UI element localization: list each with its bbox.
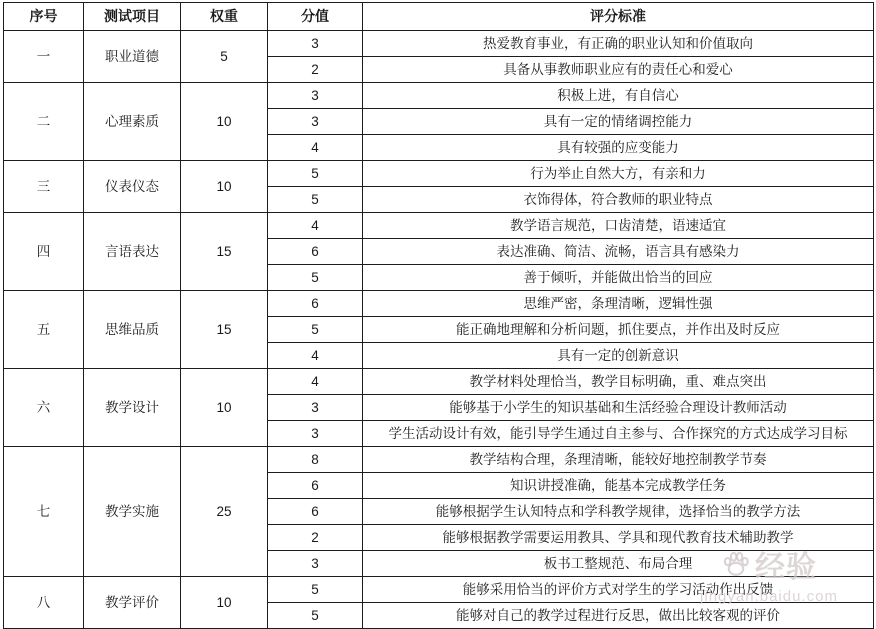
score-cell: 4 — [268, 135, 363, 161]
table-row — [4, 161, 874, 187]
criteria-cell: 具有一定的情绪调控能力 — [363, 109, 874, 135]
group-item: 职业道德 — [84, 31, 181, 83]
criteria-cell: 教学材料处理恰当，教学目标明确，重、难点突出 — [363, 369, 874, 395]
group-number: 六 — [4, 369, 84, 447]
score-cell: 5 — [268, 161, 363, 187]
criteria-cell: 思维严密，条理清晰，逻辑性强 — [363, 291, 874, 317]
criteria-cell: 能正确地理解和分析问题，抓住要点，并作出及时反应 — [363, 317, 874, 343]
group-number: 八 — [4, 577, 84, 629]
group-weight: 10 — [181, 83, 268, 161]
group-item: 言语表达 — [84, 213, 181, 291]
score-cell: 3 — [268, 395, 363, 421]
score-cell: 6 — [268, 291, 363, 317]
group-number: 三 — [4, 161, 84, 213]
table-row — [4, 213, 874, 239]
group-weight: 10 — [181, 161, 268, 213]
criteria-cell: 具备从事教师职业应有的责任心和爱心 — [363, 57, 874, 83]
score-cell: 6 — [268, 499, 363, 525]
group-item: 教学实施 — [84, 447, 181, 577]
score-cell: 5 — [268, 577, 363, 603]
criteria-cell: 板书工整规范、布局合理 — [363, 551, 874, 577]
criteria-cell: 教学结构合理，条理清晰，能较好地控制教学节奏 — [363, 447, 874, 473]
score-cell: 2 — [268, 525, 363, 551]
score-cell: 3 — [268, 31, 363, 57]
header-row — [4, 3, 874, 31]
score-cell: 6 — [268, 239, 363, 265]
watermark-brand: 经验 — [755, 551, 817, 584]
criteria-cell: 教学语言规范，口齿清楚，语速适宜 — [363, 213, 874, 239]
score-cell: 5 — [268, 317, 363, 343]
criteria-cell: 衣饰得体，符合教师的职业特点 — [363, 187, 874, 213]
group-number: 一 — [4, 31, 84, 83]
table-row — [4, 291, 874, 317]
score-cell: 5 — [268, 265, 363, 291]
group-item: 心理素质 — [84, 83, 181, 161]
col-header-score: 分值 — [268, 3, 363, 31]
group-weight: 25 — [181, 447, 268, 577]
table-row — [4, 577, 874, 603]
criteria-cell: 积极上进，有自信心 — [363, 83, 874, 109]
scoring-criteria-table — [3, 2, 874, 629]
col-header-number: 序号 — [4, 3, 84, 31]
score-cell: 5 — [268, 603, 363, 629]
group-number: 四 — [4, 213, 84, 291]
criteria-cell: 具有一定的创新意识 — [363, 343, 874, 369]
score-cell: 3 — [268, 109, 363, 135]
score-cell: 3 — [268, 421, 363, 447]
table-row — [4, 31, 874, 57]
group-number: 二 — [4, 83, 84, 161]
group-item: 教学评价 — [84, 577, 181, 629]
score-cell: 4 — [268, 343, 363, 369]
criteria-cell: 行为举止自然大方，有亲和力 — [363, 161, 874, 187]
score-cell: 3 — [268, 551, 363, 577]
col-header-weight: 权重 — [181, 3, 268, 31]
col-header-criteria: 评分标准 — [363, 3, 874, 31]
score-cell: 3 — [268, 83, 363, 109]
criteria-cell: 能够基于小学生的知识基础和生活经验合理设计教师活动 — [363, 395, 874, 421]
score-cell: 2 — [268, 57, 363, 83]
criteria-cell: 能够采用恰当的评价方式对学生的学习活动作出反馈 — [363, 577, 874, 603]
table-row — [4, 369, 874, 395]
group-item: 仪表仪态 — [84, 161, 181, 213]
criteria-cell: 能够对自己的教学过程进行反思，做出比较客观的评价 — [363, 603, 874, 629]
criteria-cell: 能够根据学生认知特点和学科教学规律，选择恰当的教学方法 — [363, 499, 874, 525]
group-weight: 15 — [181, 213, 268, 291]
table-row — [4, 447, 874, 473]
scoring-standard-page — [0, 2, 876, 629]
score-cell: 6 — [268, 473, 363, 499]
group-item: 思维品质 — [84, 291, 181, 369]
group-weight: 5 — [181, 31, 268, 83]
criteria-cell: 善于倾听，并能做出恰当的回应 — [363, 265, 874, 291]
criteria-cell: 表达准确、简洁、流畅，语言具有感染力 — [363, 239, 874, 265]
col-header-test-item: 测试项目 — [84, 3, 181, 31]
criteria-cell: 热爱教育事业，有正确的职业认知和价值取向 — [363, 31, 874, 57]
criteria-cell: 具有较强的应变能力 — [363, 135, 874, 161]
criteria-cell: 学生活动设计有效，能引导学生通过自主参与、合作探究的方式达成学习目标 — [363, 421, 874, 447]
table-row — [4, 83, 874, 109]
watermark-url: jingyan.baidu.com — [700, 588, 838, 605]
group-weight: 10 — [181, 577, 268, 629]
group-weight: 15 — [181, 291, 268, 369]
score-cell: 8 — [268, 447, 363, 473]
criteria-cell: 知识讲授准确，能基本完成教学任务 — [363, 473, 874, 499]
criteria-cell: 能够根据教学需要运用教具、学具和现代教育技术辅助教学 — [363, 525, 874, 551]
score-cell: 5 — [268, 187, 363, 213]
score-cell: 4 — [268, 369, 363, 395]
group-weight: 10 — [181, 369, 268, 447]
group-number: 七 — [4, 447, 84, 577]
group-item: 教学设计 — [84, 369, 181, 447]
score-cell: 4 — [268, 213, 363, 239]
group-number: 五 — [4, 291, 84, 369]
